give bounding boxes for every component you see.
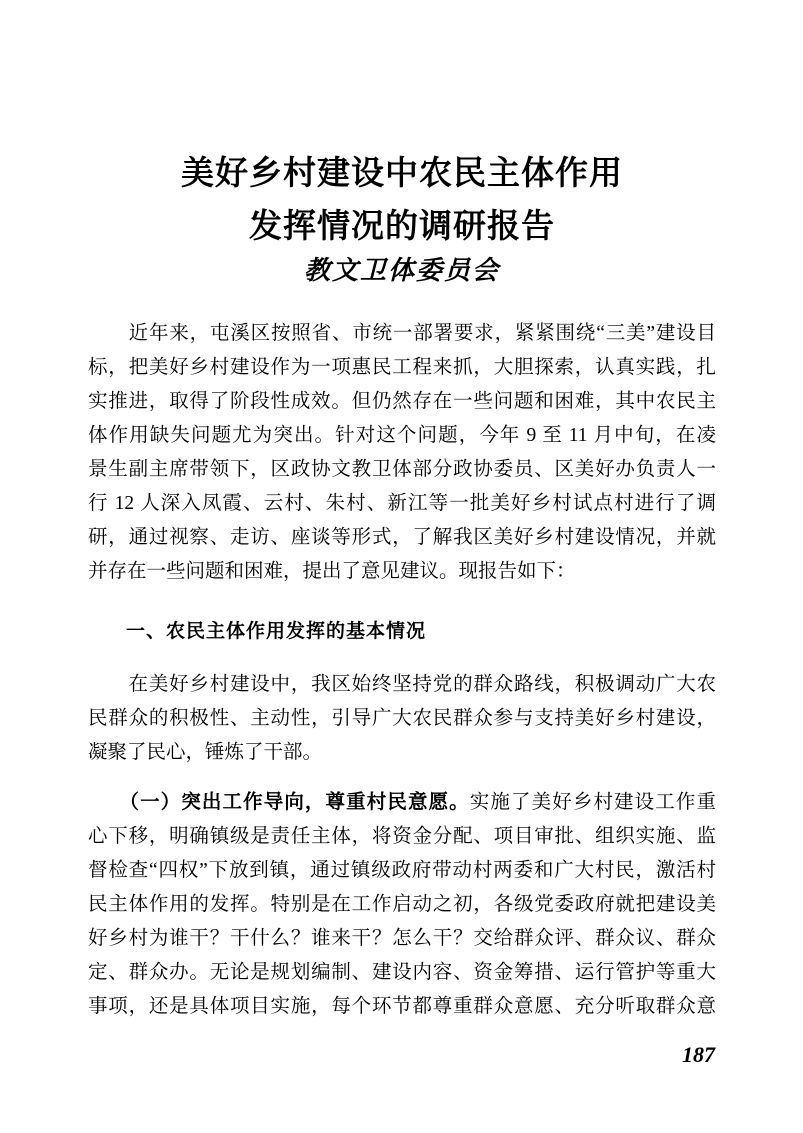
text-line: 督检查“四权”下放到镇，通过镇级政府带动村两委和广大村民，激活村 xyxy=(88,860,716,881)
document-content xyxy=(88,0,716,1024)
text-line: 实推进，取得了阶段性成效。但仍然存在一些问题和困难，其中农民主 xyxy=(88,391,716,412)
title-line-1: 美好乡村建设中农民主体作用 xyxy=(181,154,623,191)
text-line: 民群众的积极性、主动性，引导广大农民群众参与支持美好乡村建设， xyxy=(88,708,716,729)
text-line: 并存在一些问题和困难，提出了意见建议。现报告如下： xyxy=(88,561,576,582)
text-line-bold-lead xyxy=(88,786,716,820)
document-title xyxy=(88,146,716,252)
paragraph-continuation xyxy=(88,820,716,1024)
text-line: 行 12 人深入凤霞、云村、朱村、新江等一批美好乡村试点村进行了调 xyxy=(88,493,716,514)
paragraph-work-orientation xyxy=(88,786,716,1024)
paragraph-basic-situation xyxy=(88,668,716,770)
title-line-2: 发挥情况的调研报告 xyxy=(249,207,555,244)
text-line: 在美好乡村建设中，我区始终坚持党的群众路线，积极调动广大农 xyxy=(88,674,716,695)
text-line: 事项，还是具体项目实施，每个环节都尊重群众意愿、充分听取群众意 xyxy=(88,996,716,1017)
page-number: 187 xyxy=(682,1042,715,1067)
text-line: 民主体作用的发挥。特别是在工作启动之初，各级党委政府就把建设美 xyxy=(88,894,716,915)
section-heading-1: 一、农民主体作用发挥的基本情况 xyxy=(126,621,427,642)
author-byline: 教文卫体委员会 xyxy=(303,256,500,285)
text-line: 凝聚了民心，锤炼了干部。 xyxy=(88,742,323,763)
text-line: 研，通过视察、走访、座谈等形式，了解我区美好乡村建设情况，并就 xyxy=(88,527,716,548)
text-line: 近年来，屯溪区按照省、市统一部署要求，紧紧围绕“三美”建设目 xyxy=(88,323,716,344)
paragraph-introduction xyxy=(88,317,716,589)
text-line: 定、群众办。无论是规划编制、建设内容、资金筹措、运行管护等重大 xyxy=(88,962,716,983)
text-line: 好乡村为谁干？干什么？谁来干？怎么干？交给群众评、群众议、群众 xyxy=(88,928,716,949)
text-line: 体作用缺失问题尤为突出。针对这个问题，今年 9 至 11 月中旬，在凌 xyxy=(88,425,716,446)
text-line: 心下移，明确镇级是责任主体，将资金分配、项目审批、组织实施、监 xyxy=(88,826,716,847)
text-line: 标，把美好乡村建设作为一项惠民工程来抓，大胆探索，认真实践，扎 xyxy=(88,357,716,378)
bold-lead-text: （一）突出工作导向，尊重村民意愿。 xyxy=(88,792,470,813)
text-line: 景生副主席带领下，区政协文教卫体部分政协委员、区美好办负责人一 xyxy=(88,459,716,480)
lead-line-rest: 实施了美好乡村建设工作重 xyxy=(469,792,716,813)
